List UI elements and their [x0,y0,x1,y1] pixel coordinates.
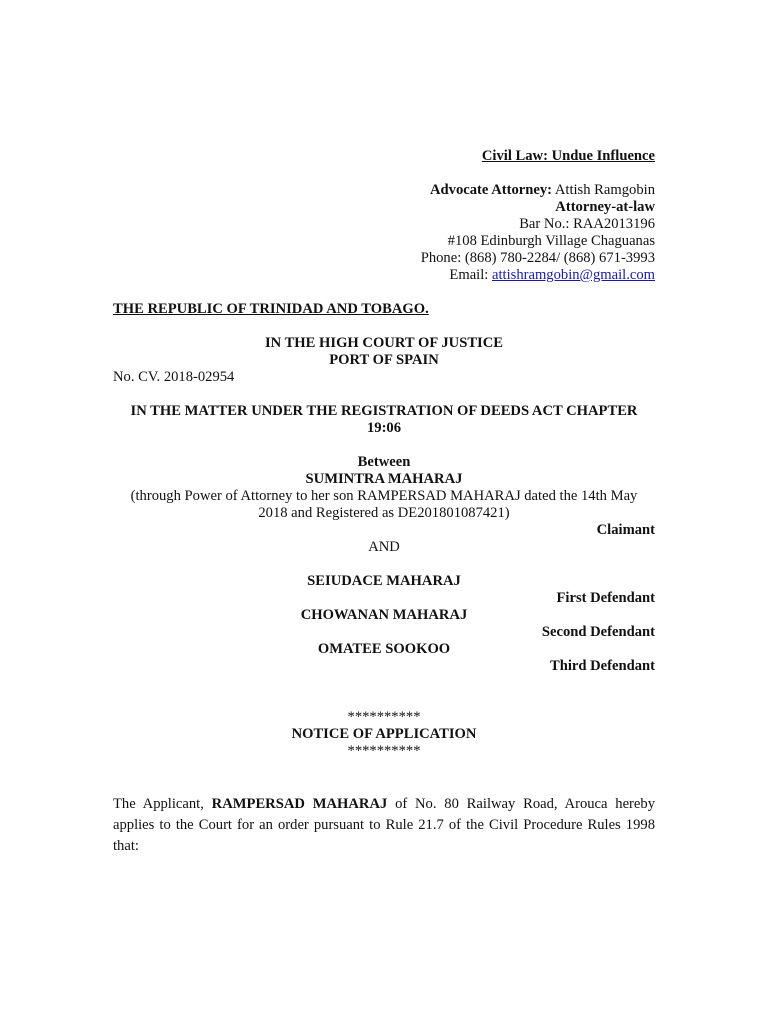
claimant-note [113,488,655,522]
stars-top: ********** [347,709,421,725]
phone: Phone: (868) 780-2284/ (868) 671-3993 [420,250,655,266]
matter-line-1: IN THE MATTER UNDER THE REGISTRATION OF DEEDS ACT CHAPTER [130,403,638,419]
email-line [113,267,655,284]
defendant-3-role: Third Defendant [549,658,655,674]
claimant-note-line-1: (through Power of Attorney to her son RAMPERSAD MAHARAJ dated the 14th May [130,488,638,504]
court-name: IN THE HIGH COURT OF JUSTICE [264,335,504,351]
application-text: of No. 80 Railway Road, Arouca hereby applies to the Court for an order pursuant to Rule 21.7 of the Civil Procedure Rules 1998 that: [113,796,655,854]
address: #108 Edinburgh Village Chaguanas [447,233,655,249]
email-link[interactable]: attishramgobin@gmail.com [492,267,655,283]
intro-text: The Applicant, [113,796,212,812]
applicant-name: RAMPERSAD MAHARAJ [211,796,388,812]
document-page [113,148,655,857]
advocate-label: Advocate Attorney: [430,182,553,198]
and-label: AND [368,539,400,555]
claimant-name: SUMINTRA MAHARAJ [305,471,463,487]
matter-line-2: 19:06 [366,420,402,436]
republic-heading: THE REPUBLIC OF TRINIDAD AND TOBAGO. [113,301,429,317]
bar-number: Bar No.: RAA2013196 [519,216,655,232]
defendant-1-role: First Defendant [556,590,655,606]
case-number: No. CV. 2018-02954 [113,369,235,385]
between-label: Between [357,454,411,470]
advocate-line [113,182,655,199]
claimant-note-line-2: 2018 and Registered as DE201801087421) [258,505,510,521]
email-label: Email: [449,267,489,283]
defendant-2-role: Second Defendant [541,624,655,640]
claimant-role: Claimant [596,522,655,538]
defendant-2-name: CHOWANAN MAHARAJ [300,607,468,623]
attorney-title: Attorney-at-law [555,199,655,215]
notice-title: NOTICE OF APPLICATION [291,726,477,742]
defendant-3-name: OMATEE SOOKOO [317,641,451,657]
advocate-name: Attish Ramgobin [554,182,655,198]
defendant-1-name: SEIUDACE MAHARAJ [307,573,461,589]
application-paragraph [113,794,655,857]
stars-bottom: ********** [347,743,421,759]
court-location: PORT OF SPAIN [329,352,439,368]
subject-heading: Civil Law: Undue Influence [481,148,655,164]
matter-heading [113,403,655,437]
